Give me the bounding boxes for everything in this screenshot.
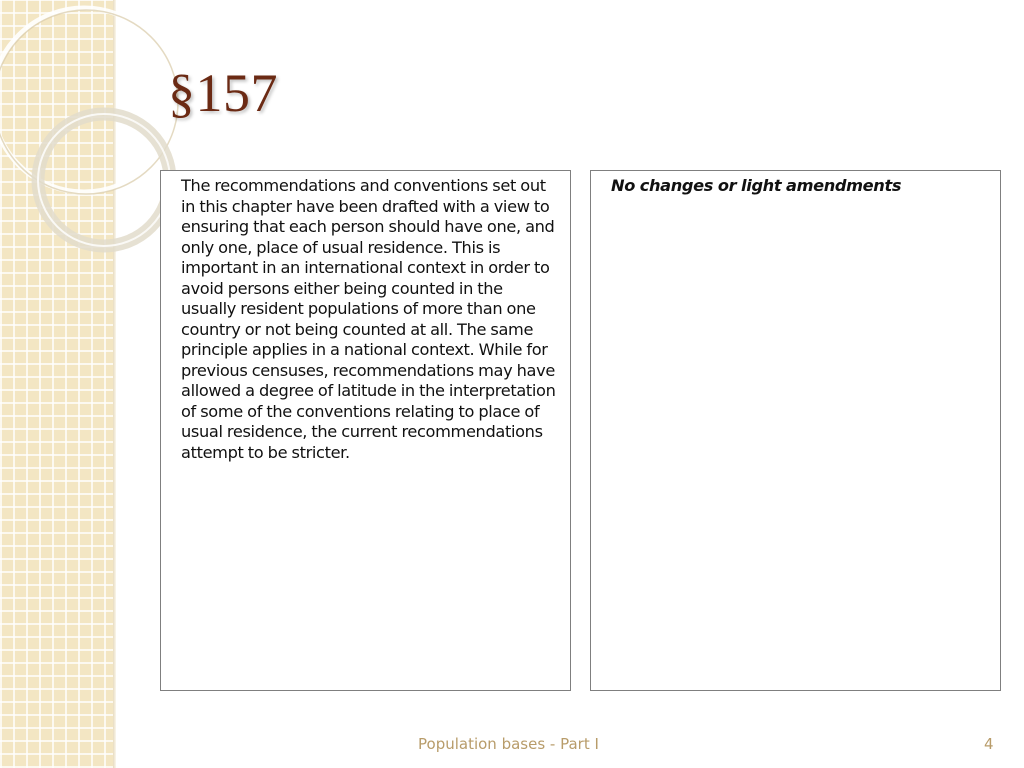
left-content-box	[160, 170, 571, 691]
footer-title: Population bases - Part I	[418, 735, 599, 753]
page-number: 4	[984, 735, 994, 753]
slide-title: §157	[168, 63, 278, 123]
right-content-box	[590, 170, 1001, 691]
left-column-text: The recommendations and conventions set out in this chapter have been drafted with a view to ensuring that each person should have one, and only one, place of usual residence. This is important in an international context in order to avoid persons either being counted in the usually resident populations of more than one country or not being counted at all. The same principle applies in a national context. While for previous censuses, recommendations may have allowed a degree of latitude in the interpretation of some of the conventions relating to place of usual residence, the current recommendations attempt to be stricter.	[181, 176, 556, 462]
decorative-circle-large-shadow	[0, 10, 178, 194]
right-column-text: No changes or light amendments	[611, 176, 902, 195]
decorative-circle-small-highlight	[38, 114, 170, 246]
decorative-circles	[0, 0, 160, 300]
